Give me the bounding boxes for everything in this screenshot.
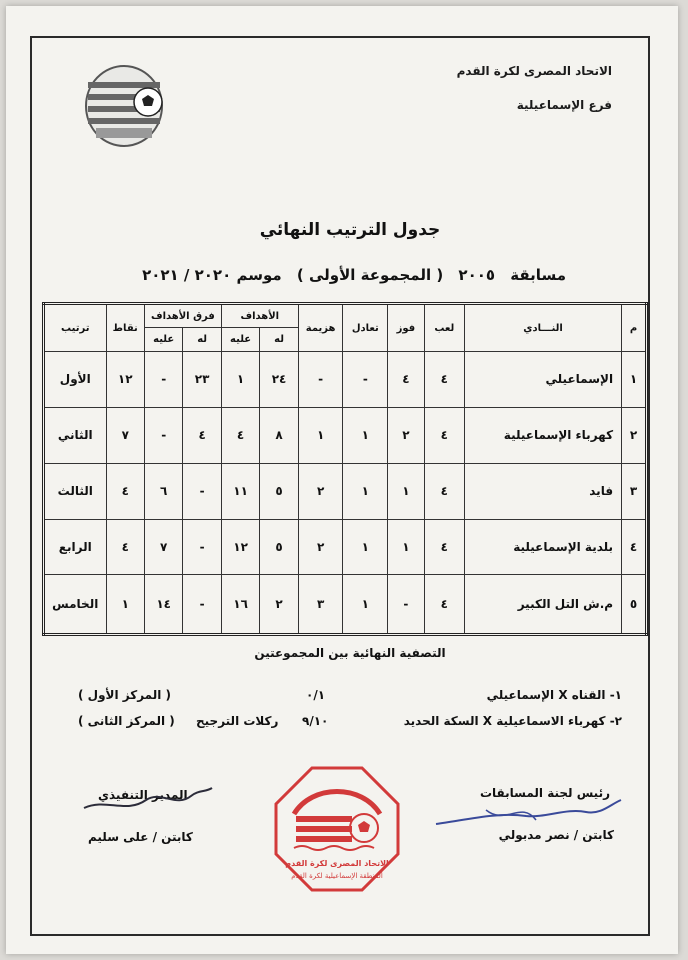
- cell-rank: الأول: [44, 352, 107, 408]
- stamp-line-2: المنطقة الإسماعيلية لكرة القدم: [291, 872, 383, 880]
- cell-won: ٤: [388, 352, 424, 408]
- cell-num: ٤: [622, 519, 647, 575]
- cell-goals-against: ١٦: [221, 575, 259, 635]
- cell-played: ٤: [424, 352, 465, 408]
- cell-played: ٤: [424, 519, 465, 575]
- cell-goals-for: ٥: [260, 463, 298, 519]
- cell-lost: ٢: [298, 519, 343, 575]
- cell-diff-against: ١٤: [144, 575, 182, 635]
- match-2-note: ركلات الترجيح: [196, 714, 279, 728]
- playoff-title: التصفية النهائية بين المجموعتين: [254, 646, 446, 660]
- playoff-match-2: [404, 714, 622, 728]
- col-diff-for: له: [183, 328, 221, 352]
- cell-club: م.ش التل الكبير: [465, 575, 622, 635]
- cell-diff-for: -: [183, 575, 221, 635]
- stamp-line-1: الاتحاد المصرى لكرة القدم: [285, 859, 389, 868]
- cell-goals-for: ٢: [260, 575, 298, 635]
- cell-num: ٢: [622, 407, 647, 463]
- match-1-num: ١-: [609, 688, 622, 702]
- cell-won: -: [388, 575, 424, 635]
- match-1-place: ( المركز الأول ): [78, 688, 171, 702]
- federation-logo: [84, 62, 168, 150]
- cell-points: ٤: [106, 463, 144, 519]
- cell-club: الإسماعيلي: [465, 352, 622, 408]
- cell-diff-against: ٦: [144, 463, 182, 519]
- competition-season: موسم ٢٠٢٠ / ٢٠٢١: [142, 266, 282, 284]
- playoff-match-1: [487, 688, 622, 702]
- match-2-num: ٢-: [609, 714, 622, 728]
- cell-points: ٧: [106, 407, 144, 463]
- table-row: [44, 575, 647, 635]
- col-num: م: [622, 304, 647, 352]
- competition-year: ٢٠٠٥: [458, 266, 496, 284]
- federation-stamp: [272, 764, 402, 894]
- cell-rank: الثالث: [44, 463, 107, 519]
- competition-label: مسابقة: [510, 266, 566, 284]
- match-2-place: ( المركز الثانى ): [78, 714, 175, 728]
- cell-goals-for: ٢٤: [260, 352, 298, 408]
- standings-table: [42, 302, 648, 636]
- cell-won: ١: [388, 519, 424, 575]
- match-1-score: ٠/١: [306, 688, 326, 702]
- cell-goals-against: ٤: [221, 407, 259, 463]
- competitions-head-name: كابتن / نصر مدبولي: [498, 828, 614, 842]
- cell-played: ٤: [424, 463, 465, 519]
- match-1-teams: القناه X الإسماعيلي: [486, 688, 606, 702]
- competition-line: [126, 266, 566, 284]
- cell-played: ٤: [424, 575, 465, 635]
- cell-diff-against: -: [144, 352, 182, 408]
- cell-num: ٣: [622, 463, 647, 519]
- cell-club: كهرباء الإسماعيلية: [465, 407, 622, 463]
- cell-club: فايد: [465, 463, 622, 519]
- table-row: [44, 519, 647, 575]
- col-goals-for: له: [260, 328, 298, 352]
- cell-drawn: ١: [343, 575, 388, 635]
- cell-lost: ٢: [298, 463, 343, 519]
- col-rank: ترتيب: [44, 304, 107, 352]
- page-title: جدول الترتيب النهائي: [259, 220, 441, 240]
- cell-diff-for: ٢٣: [183, 352, 221, 408]
- table-row: [44, 407, 647, 463]
- signature-left: [76, 778, 216, 822]
- col-goals-against: عليه: [221, 328, 259, 352]
- col-goals: الأهداف: [221, 304, 298, 328]
- cell-points: ١: [106, 575, 144, 635]
- cell-played: ٤: [424, 407, 465, 463]
- cell-num: ١: [622, 352, 647, 408]
- cell-drawn: ١: [343, 519, 388, 575]
- cell-rank: الثاني: [44, 407, 107, 463]
- competitions-head-title: رئيس لجنة المسابقات: [479, 786, 610, 800]
- cell-drawn: -: [343, 352, 388, 408]
- cell-diff-against: ٧: [144, 519, 182, 575]
- cell-rank: الرابع: [44, 519, 107, 575]
- cell-diff-for: -: [183, 463, 221, 519]
- cell-num: ٥: [622, 575, 647, 635]
- cell-won: ٢: [388, 407, 424, 463]
- branch-name: فرع الإسماعيلية: [516, 98, 612, 112]
- match-2-teams: كهرباء الاسماعيلية X السكة الحديد: [403, 714, 606, 728]
- cell-diff-against: -: [144, 407, 182, 463]
- cell-points: ٤: [106, 519, 144, 575]
- org-name: الاتحاد المصرى لكرة القدم: [456, 64, 612, 78]
- cell-goals-against: ١١: [221, 463, 259, 519]
- cell-points: ١٢: [106, 352, 144, 408]
- cell-won: ١: [388, 463, 424, 519]
- competition-group: ( المجموعة الأولى ): [296, 266, 444, 284]
- col-won: فوز: [388, 304, 424, 352]
- cell-drawn: ١: [343, 463, 388, 519]
- document-sheet: [6, 6, 678, 954]
- col-drawn: تعادل: [343, 304, 388, 352]
- cell-rank: الخامس: [44, 575, 107, 635]
- cell-diff-for: -: [183, 519, 221, 575]
- executive-director-name: كابتن / على سليم: [88, 830, 193, 844]
- cell-goals-for: ٨: [260, 407, 298, 463]
- cell-goals-for: ٥: [260, 519, 298, 575]
- cell-goals-against: ١: [221, 352, 259, 408]
- col-played: لعب: [424, 304, 465, 352]
- cell-lost: -: [298, 352, 343, 408]
- cell-club: بلدية الإسماعيلية: [465, 519, 622, 575]
- table-row: [44, 352, 647, 408]
- cell-drawn: ١: [343, 407, 388, 463]
- col-lost: هزيمة: [298, 304, 343, 352]
- match-2-score: ٩/١٠: [302, 714, 329, 728]
- col-diff-against: عليه: [144, 328, 182, 352]
- cell-diff-for: ٤: [183, 407, 221, 463]
- cell-lost: ٣: [298, 575, 343, 635]
- table-row: [44, 463, 647, 519]
- cell-goals-against: ١٢: [221, 519, 259, 575]
- col-goal-diff: فرق الأهداف: [144, 304, 221, 328]
- col-club: النـــادي: [465, 304, 622, 352]
- cell-lost: ١: [298, 407, 343, 463]
- executive-director-title: المدير التنفيذي: [98, 788, 188, 802]
- col-points: نقاط: [106, 304, 144, 352]
